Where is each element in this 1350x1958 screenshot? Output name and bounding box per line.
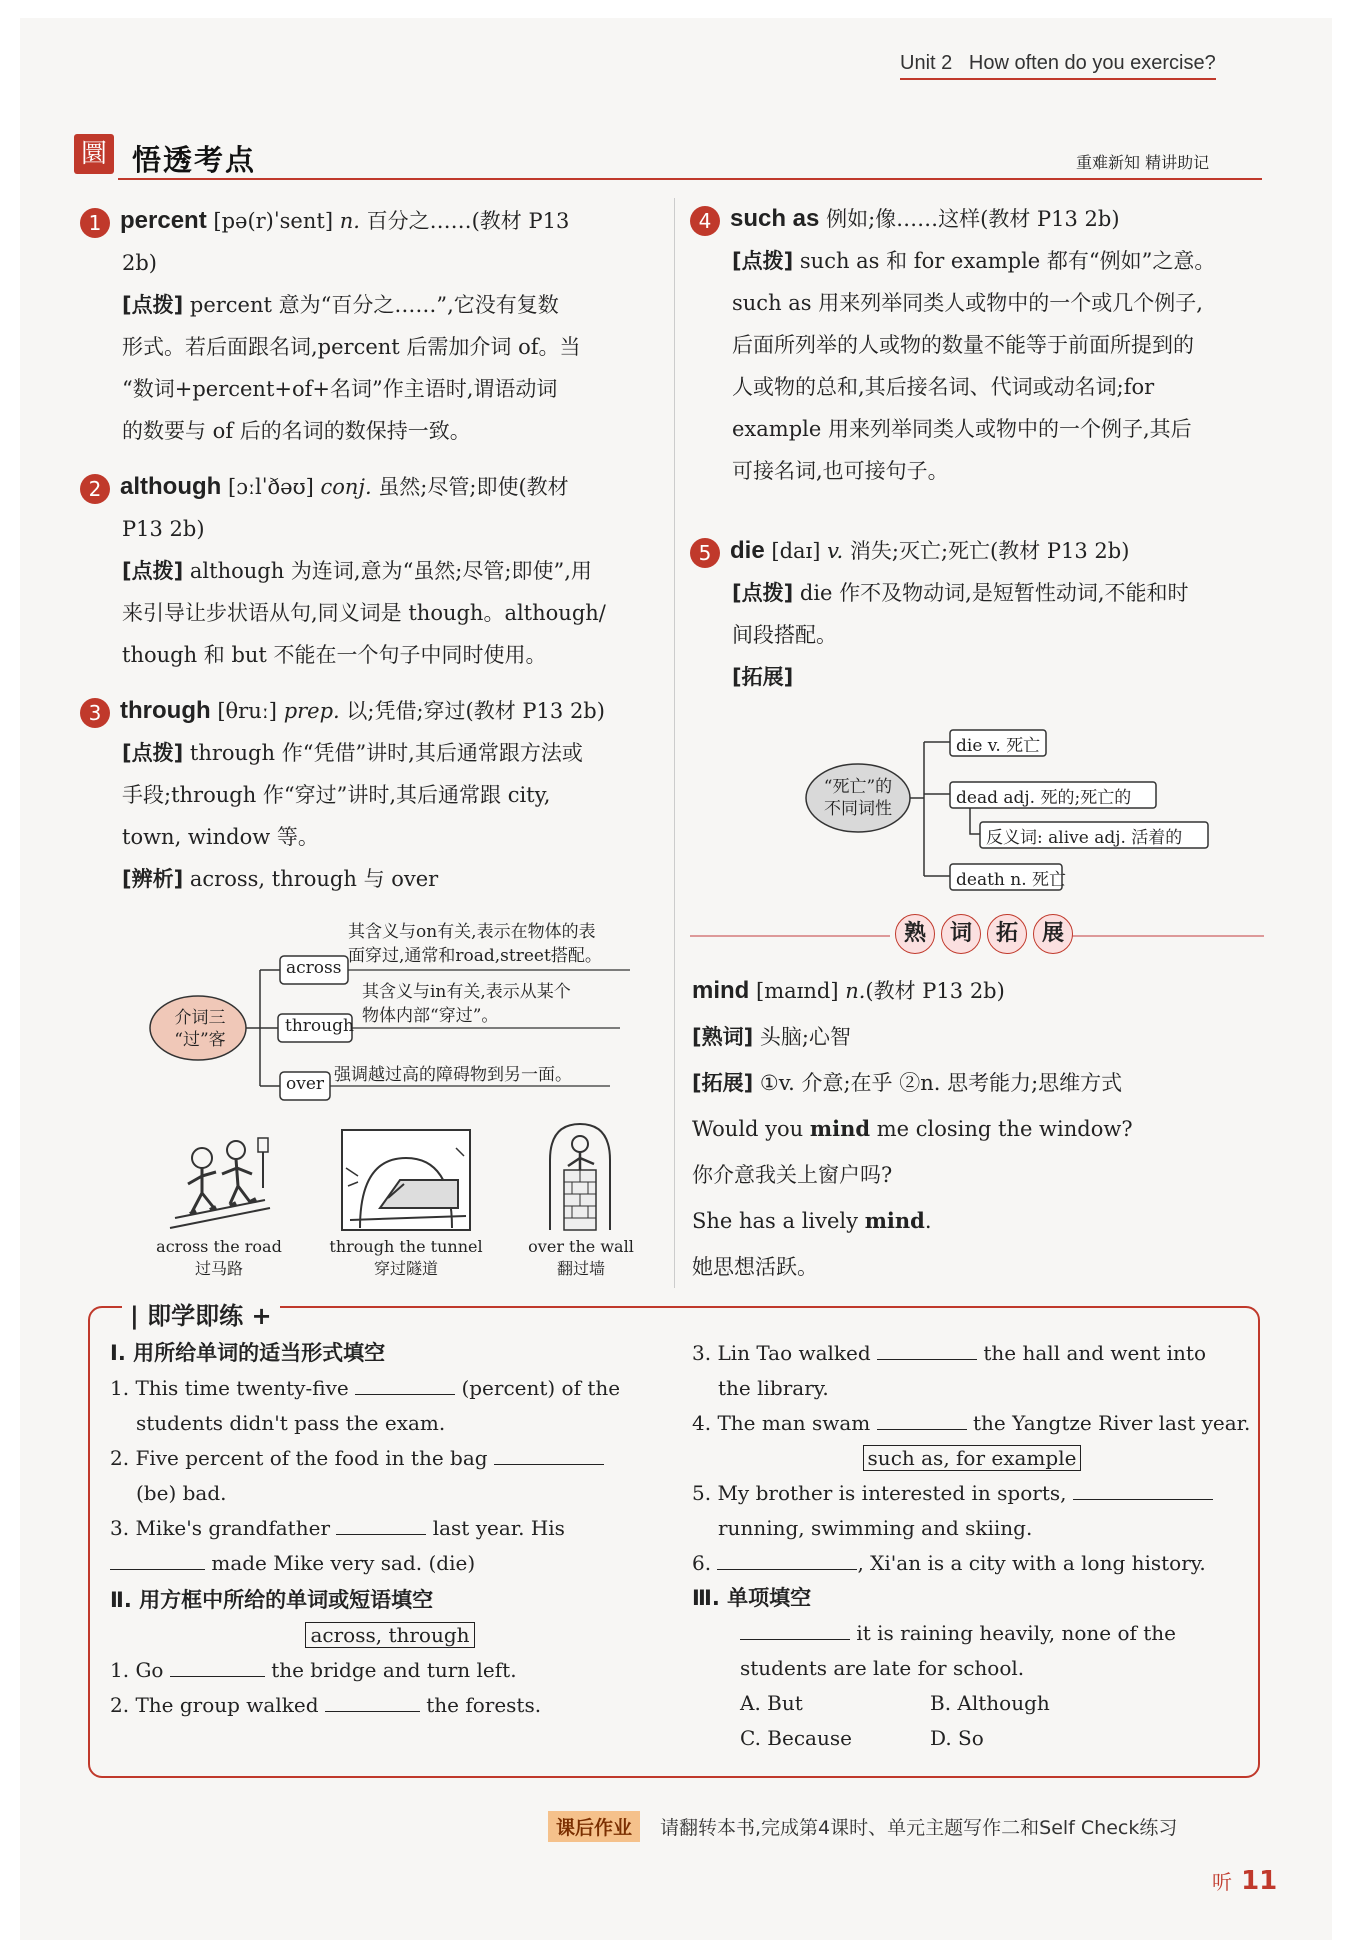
q-text: students are late for school.: [740, 1656, 1025, 1680]
die-branch-adj: dead adj. 死的;死亡的: [956, 788, 1132, 808]
title-char: 词: [941, 914, 981, 954]
headword: die: [730, 537, 765, 564]
center-line: 介词三: [174, 1008, 226, 1028]
q-text: the forests.: [426, 1693, 542, 1717]
desc-line: 物体内部“穿过”。: [362, 1006, 499, 1026]
part-of-speech: conj.: [320, 475, 372, 499]
answer-blank[interactable]: [1073, 1477, 1213, 1500]
familiar-divider-left: [690, 935, 890, 937]
item-although: [80, 466, 670, 676]
q-text: 5. My brother is interested in sports,: [692, 1481, 1067, 1505]
q-text: 2. The group walked: [110, 1693, 319, 1717]
part-of-speech: n.: [339, 209, 360, 233]
item-through: [80, 690, 670, 900]
option-a[interactable]: A. But: [740, 1691, 803, 1715]
meaning: 例如;像……这样(教材 P13 2b): [826, 207, 1120, 231]
tip-line: such as 用来列举同类人或物中的一个或几个例子,: [732, 291, 1203, 315]
tip-line: although 为连词,意为“虽然;尽管;即使”,用: [189, 559, 592, 583]
headword: through: [120, 697, 211, 724]
tip-line: 来引导让步状语从句,同义词是 though。although/: [122, 601, 606, 625]
answer-blank[interactable]: [110, 1547, 205, 1570]
item-die: [690, 530, 1280, 698]
center-line: “过”客: [174, 1030, 226, 1050]
answer-blank[interactable]: [877, 1407, 967, 1430]
exercise-title-text: 即学即练: [147, 1302, 244, 1330]
desc-line: 面穿过,通常和road,street搭配。: [348, 946, 602, 966]
caption-en: through the tunnel: [329, 1237, 483, 1256]
tip-label: [点拨]: [732, 249, 794, 273]
title-char: 展: [1033, 914, 1073, 954]
book-seal-icon: 圜: [74, 134, 114, 174]
meaning: 消失;灭亡;死亡(教材 P13 2b): [849, 539, 1130, 563]
part-of-speech: prep.: [283, 699, 340, 723]
exercise-title: | 即学即练 +: [122, 1296, 280, 1331]
q-text: the library.: [718, 1376, 829, 1400]
section-divider: [118, 178, 1262, 180]
unit-label: Unit 2: [900, 52, 953, 74]
compare-text: across, through 与 over: [189, 867, 439, 891]
tip-label: [点拨]: [122, 741, 184, 765]
headword: such as: [730, 205, 820, 232]
answer-blank[interactable]: [494, 1442, 604, 1465]
example-translation: 她思想活跃。: [692, 1255, 818, 1279]
tip-line: 后面所列举的人或物的数量不能等于前面所提到的: [732, 333, 1194, 357]
branch-over-desc: 强调越过高的障碍物到另一面。: [334, 1065, 572, 1085]
meaning: 以;凭借;穿过(教材 P13 2b): [346, 699, 605, 723]
die-map-center: [810, 776, 906, 820]
q-text: running, swimming and skiing.: [718, 1516, 1033, 1540]
part2-head: Ⅱ. 用方框中所给的单词或短语填空: [110, 1588, 434, 1612]
q-text: 2. Five percent of the food in the bag: [110, 1446, 488, 1470]
tip-line: 手段;through 作“穿过”讲时,其后通常跟 city,: [122, 783, 551, 807]
train-tunnel-icon: [340, 1128, 472, 1232]
q-text: 6.: [692, 1551, 712, 1575]
picture-caption-through: [326, 1236, 486, 1280]
q-text: it is raining heavily, none of the: [856, 1621, 1177, 1645]
page-number-value: 11: [1241, 1866, 1278, 1896]
caption-zh: 过马路: [194, 1259, 243, 1278]
answer-blank[interactable]: [325, 1689, 420, 1712]
phonetic: [pə(r)ˈsent]: [213, 209, 334, 233]
part3-head: Ⅲ. 单项填空: [692, 1586, 812, 1610]
tip-line: percent 意为“百分之……”,它没有复数: [189, 293, 559, 317]
homework-tag: 课后作业: [548, 1811, 640, 1842]
desc-line: 其含义与on有关,表示在物体的表: [348, 922, 596, 942]
meaning-cont: P13 2b): [122, 517, 205, 541]
picture-caption-across: [144, 1236, 294, 1280]
answer-blank[interactable]: [740, 1617, 850, 1640]
answer-blank[interactable]: [717, 1547, 857, 1570]
center-line: “死亡”的: [823, 777, 893, 797]
tip-line: “数词+percent+of+名词”作主语时,谓语动词: [122, 377, 558, 401]
item-percent: [80, 200, 670, 452]
q-text: the Yangtze River last year.: [972, 1411, 1251, 1435]
people-crossing-road-icon: [160, 1128, 280, 1238]
meaning: 百分之……(教材 P13: [366, 209, 570, 233]
q-text: last year. His: [432, 1516, 565, 1540]
tip-line: die 作不及物动词,是短暂性动词,不能和时: [799, 581, 1189, 605]
prep-map-center: [158, 1007, 242, 1051]
headword: mind: [692, 977, 750, 1004]
word-box-2: such as, for example: [863, 1445, 1082, 1471]
tip-line: example 用来列举同类人或物中的一个例子,其后: [732, 417, 1192, 441]
meaning: 虽然;尽管;即使(教材: [378, 475, 569, 499]
section-title: 悟透考点: [132, 143, 257, 177]
title-char: 熟: [895, 914, 935, 954]
q-text: the bridge and turn left.: [271, 1658, 517, 1682]
source: (教材 P13 2b): [865, 979, 1005, 1003]
title-char: 拓: [987, 914, 1027, 954]
item-number: 4: [690, 206, 720, 236]
section-tag: 重难新知 精讲助记: [1076, 153, 1210, 172]
compare-label: [辨析]: [122, 867, 184, 891]
center-line: 不同词性: [824, 799, 892, 819]
desc-line: 其含义与in有关,表示从某个: [362, 982, 571, 1002]
example-text: Would you: [692, 1117, 810, 1141]
item-number: 5: [690, 538, 720, 568]
phonetic: [daɪ]: [771, 539, 821, 563]
familiar-label: [熟词]: [692, 1025, 754, 1049]
page-prefix: 听: [1212, 1870, 1232, 1894]
example-text: me closing the window?: [870, 1117, 1133, 1141]
phonetic: [θruː]: [217, 699, 277, 723]
unit-title: How often do you exercise?: [968, 52, 1216, 74]
branch-across: across: [286, 958, 342, 978]
branch-through-desc: [362, 980, 571, 1028]
extend-label: [拓展]: [732, 665, 794, 689]
example-keyword: mind: [864, 1208, 925, 1233]
exercise-right: [692, 1336, 1252, 1756]
phonetic: [ɔːlˈðəʊ]: [228, 475, 314, 499]
option-d[interactable]: D. So: [930, 1726, 984, 1750]
example-translation: 你介意我关上窗户吗?: [692, 1163, 893, 1187]
page-number: [1212, 1866, 1277, 1896]
part-of-speech: v.: [827, 539, 844, 563]
tip-line: 可接名词,也可接句子。: [732, 459, 949, 483]
q-text: the hall and went into: [983, 1341, 1207, 1365]
caption-en: over the wall: [528, 1237, 634, 1256]
tip-label: [点拨]: [122, 293, 184, 317]
tip-line: through 作“凭借”讲时,其后通常跟方法或: [189, 741, 583, 765]
tip-line: town, window 等。: [122, 825, 319, 849]
tip-label: [点拨]: [732, 581, 794, 605]
tip-line: 的数要与 of 后的名词的数保持一致。: [122, 419, 471, 443]
homework-text: 请翻转本书,完成第4课时、单元主题写作二和Self Check练习: [660, 1817, 1178, 1839]
branch-through: through: [285, 1016, 354, 1036]
q-text: 1. Go: [110, 1658, 164, 1682]
caption-zh: 翻过墙: [556, 1259, 605, 1278]
q-text: 4. The man swam: [692, 1411, 871, 1435]
headword: although: [120, 473, 222, 500]
answer-blank[interactable]: [336, 1512, 426, 1535]
q-text: , Xi'an is a city with a long history.: [857, 1551, 1206, 1575]
q-text: (percent) of the: [461, 1376, 621, 1400]
exercise-left: [110, 1336, 670, 1723]
tip-line: 间段搭配。: [732, 623, 837, 647]
item-number: 2: [80, 474, 110, 504]
caption-en: across the road: [156, 1237, 282, 1256]
q-text: 3. Mike's grandfather: [110, 1516, 330, 1540]
die-branch-antonym: 反义词: alive adj. 活着的: [986, 828, 1183, 848]
q-text: made Mike very sad. (die): [211, 1551, 476, 1575]
example-text: She has a lively: [692, 1209, 865, 1233]
answer-blank[interactable]: [355, 1372, 455, 1395]
tip-line: though 和 but 不能在一个句子中同时使用。: [122, 643, 547, 667]
familiar-meaning: 头脑;心智: [759, 1025, 851, 1049]
answer-blank[interactable]: [170, 1654, 265, 1677]
example-keyword: mind: [809, 1116, 871, 1141]
item-number: 3: [80, 698, 110, 728]
option-b[interactable]: B. Although: [930, 1691, 1050, 1715]
phonetic: [maɪnd]: [756, 979, 839, 1003]
q-text: 3. Lin Tao walked: [692, 1341, 871, 1365]
column-divider: [674, 198, 675, 1288]
branch-across-desc: [348, 920, 602, 968]
extend-label: [拓展]: [692, 1071, 754, 1095]
tip-line: 形式。若后面跟名词,percent 后需加介词 of。当: [122, 335, 581, 359]
die-branch-verb: die v. 死亡: [956, 736, 1041, 756]
extend-meaning: ①v. 介意;在乎 ②n. 思考能力;思维方式: [759, 1071, 1123, 1095]
tip-label: [点拨]: [122, 559, 184, 583]
q-text: 1. This time twenty-five: [110, 1376, 349, 1400]
unit-header: [900, 52, 1216, 80]
tip-line: 人或物的总和,其后接名词、代词或动名词;for: [732, 375, 1155, 399]
part1-head: Ⅰ. 用所给单词的适当形式填空: [110, 1341, 386, 1365]
tip-line: such as 和 for example 都有“例如”之意。: [799, 249, 1216, 273]
meaning-cont: 2b): [122, 251, 157, 275]
option-c[interactable]: C. Because: [740, 1726, 852, 1750]
item-number: 1: [80, 208, 110, 238]
climb-wall-icon: [540, 1120, 620, 1232]
familiar-title: [892, 914, 1076, 954]
q-text: students didn't pass the exam.: [136, 1411, 446, 1435]
item-such-as: [690, 198, 1280, 492]
part-of-speech: n.: [845, 979, 866, 1003]
headword: percent: [120, 207, 207, 234]
picture-caption-over: [516, 1236, 646, 1280]
example-text: .: [924, 1209, 932, 1233]
familiar-divider-right: [1058, 935, 1264, 937]
branch-over: over: [286, 1074, 325, 1094]
die-branch-noun: death n. 死亡: [956, 870, 1067, 890]
answer-blank[interactable]: [877, 1337, 977, 1360]
q-text: (be) bad.: [136, 1481, 227, 1505]
familiar-block: [692, 968, 1282, 1290]
caption-zh: 穿过隧道: [373, 1259, 438, 1278]
word-box: across, through: [305, 1622, 474, 1648]
